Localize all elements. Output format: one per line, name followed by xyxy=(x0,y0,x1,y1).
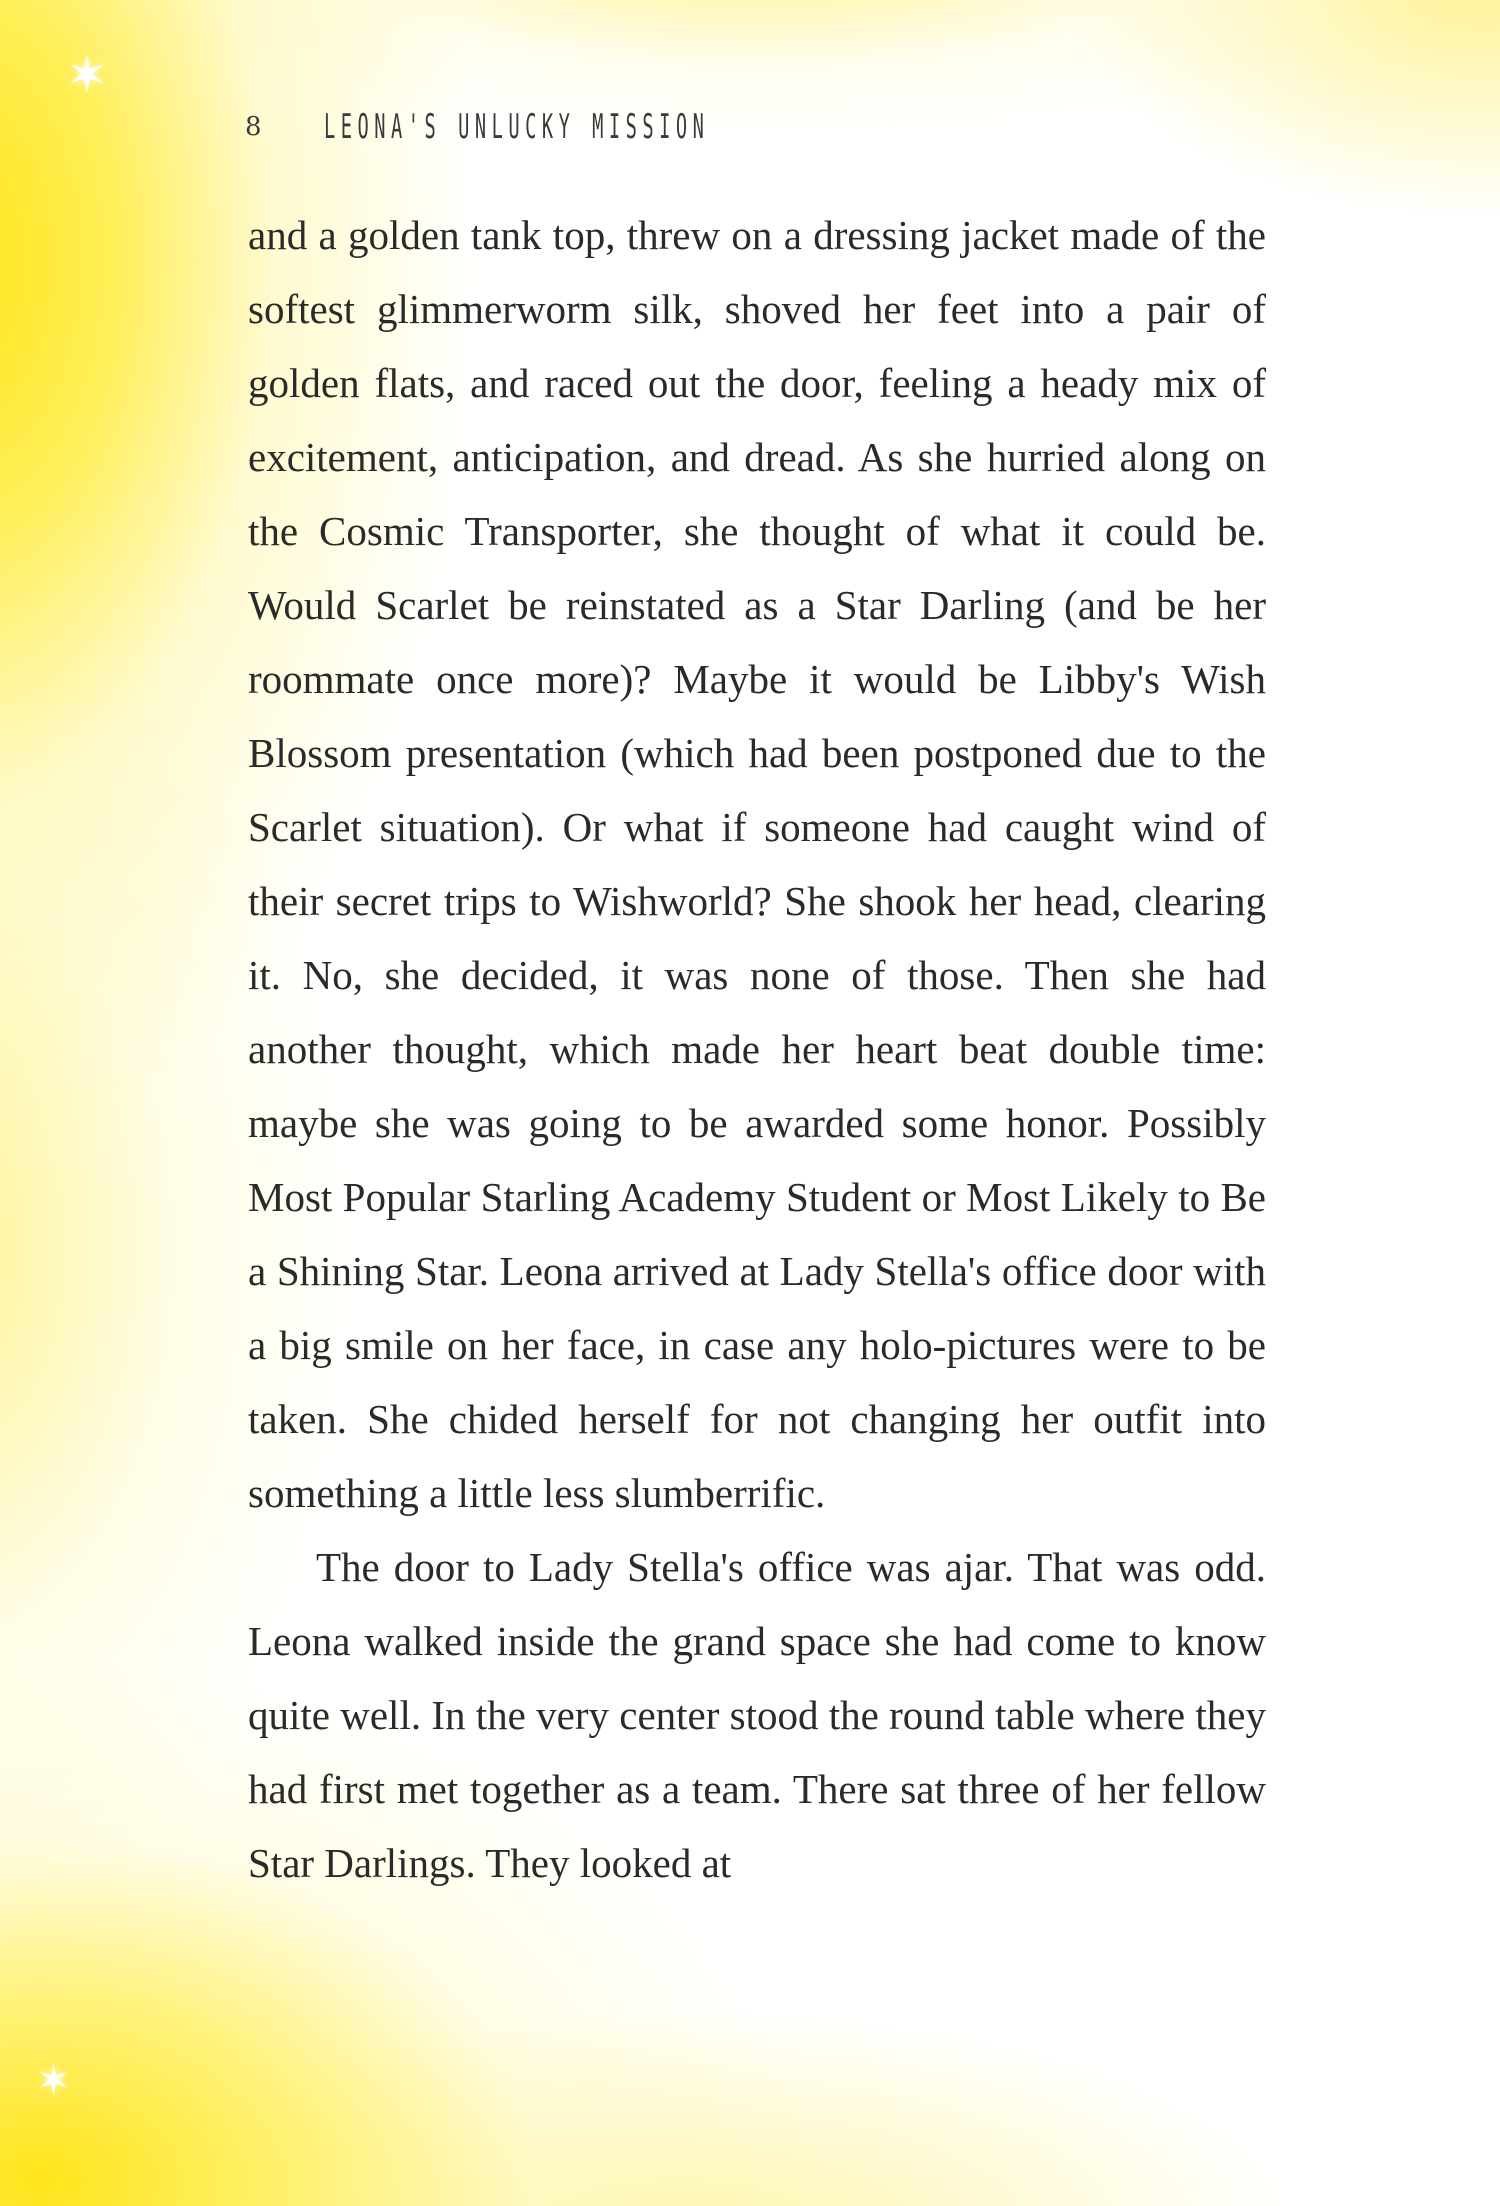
paragraph-continued: and a golden tank top, threw on a dressing jacket made of the softest glimmerworm silk, shoved her feet into a pair of golden flats, and raced out the door, feeling a heady mix of excitement, anticipation, and dread. As she hurried along on the Cosmic Transporter, she thought of what it could be. Would Scarlet be reinstated as a Star Darling (and be her roommate once more)? Maybe it would be Libby's Wish Blossom presentation (which had been postponed due to the Scarlet situation). Or what if someone had caught wind of their secret trips to Wishworld? She shook her head, clearing it. No, she decided, it was none of those. Then she had another thought, which made her heart beat double time: maybe she was going to be awarded some honor. Possibly Most Popular Starling Academy Student or Most Likely to Be a Shining Star. Leona arrived at Lady Stella's office door with a big smile on her face, in case any holo-pictures were to be taken. She chided herself for not changing her outfit into something a little less slumberrific. xyxy=(248,212,1266,1516)
body-text xyxy=(248,198,1266,1900)
page-number: 8 xyxy=(245,112,262,142)
paragraph: The door to Lady Stella's office was ajar. That was odd. Leona walked inside the grand space she had come to know quite well. In the very center stood the round table where they had first met together as a team. There sat three of her fellow Star Darlings. They looked at xyxy=(248,1544,1266,1886)
sparkle-star-icon: ✶ xyxy=(66,46,108,104)
running-header xyxy=(245,102,1024,152)
running-title: LEONA'S UNLUCKY MISSION xyxy=(323,107,709,147)
sparkle-star-icon: ✶ xyxy=(36,2056,72,2105)
